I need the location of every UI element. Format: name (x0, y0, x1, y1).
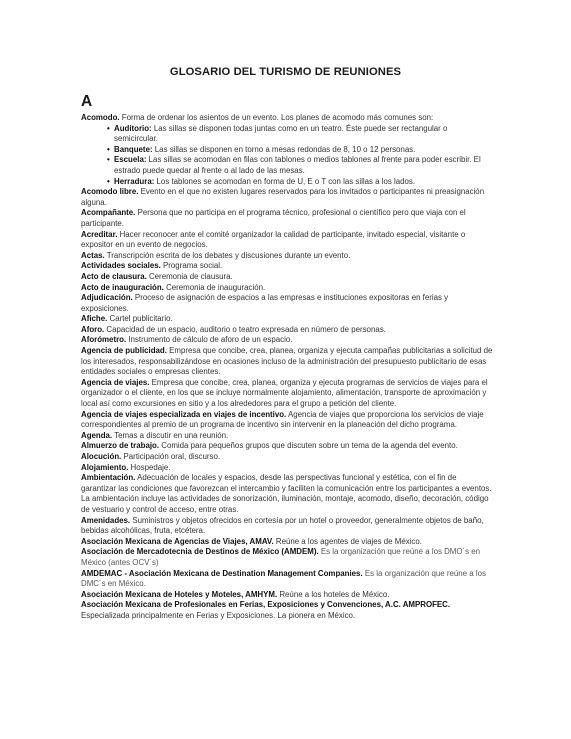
entry-term: AMDEMAC - Asociación Mexicana de Destination Management Companies. (81, 568, 363, 578)
glossary-entry (81, 463, 493, 474)
entry-term: Ambientación. (81, 473, 136, 483)
glossary-entry (81, 208, 493, 229)
glossary-entry (81, 272, 493, 283)
entry-definition: Las sillas se disponen en torno a mesas redondas de 8, 10 o 12 personas. (152, 144, 416, 154)
entry-term: Agencia de viajes especializada en viajes de incentivo. (81, 409, 287, 419)
entry-definition: Ceremonia de clausura. (146, 271, 233, 281)
entry-definition: Participación oral, discurso. (121, 452, 221, 461)
glossary-entry (81, 230, 493, 251)
glossary-entry (81, 346, 493, 378)
entry-definition: Las sillas se acomodan en filas con tablones o medios tablones al frente para poder escribir. El estrado puede quedar al frente o al lado de las mesas. (114, 155, 481, 175)
glossary-entry (81, 516, 493, 537)
entry-definition: Evento en el que no existen lugares reservados para los invitados o participantes ni preasignación alguna. (81, 187, 485, 207)
entry-term: Banquete: (114, 144, 153, 154)
entry-definition: Transcripción escrita de los debates y discusiones durante un evento. (104, 250, 351, 260)
glossary-entry (81, 283, 493, 294)
entry-term: Auditorio: (114, 123, 152, 133)
glossary-entry (81, 251, 493, 262)
list-item (107, 155, 493, 176)
entry-term: Asociación de Mercadotecnia de Destinos de México (AMDEM). (81, 547, 319, 557)
entry-definition: Instrumento de cálculo de aforo de un espacio. (126, 335, 293, 345)
entry-definition: Es la organización que reúne a los DMO´s en México (antes OCV´s) (81, 547, 481, 567)
entry-definition: Temas a discutir en una reunión. (112, 430, 229, 440)
entry-term: Alocución. (81, 452, 122, 461)
glossary-entry (81, 590, 493, 601)
glossary-entry-acomodo (81, 113, 493, 124)
entry-definition: Proceso de asignación de espacios a las empresas e instituciones expositoras en ferias y exposiciones. (81, 293, 449, 313)
entry-term: Agenda. (81, 430, 113, 440)
entry-definition: Ceremonia de inauguración. (163, 282, 266, 292)
entry-term: Acomodo. (81, 113, 120, 122)
glossary-entry (81, 441, 493, 452)
entry-term: Actas. (81, 250, 105, 260)
list-item (107, 144, 493, 156)
entry-term: Asociación Mexicana de Hoteles y Moteles, AMHYM. (81, 589, 278, 599)
glossary-entry (81, 452, 493, 463)
glossary-entry (81, 473, 493, 515)
document-title: GLOSARIO DEL TURISMO DE REUNIONES (169, 66, 402, 78)
entry-term: Acto de clausura. (81, 271, 147, 281)
glossary-entry (81, 335, 493, 346)
entry-definition: Capacidad de un espacio, auditorio o teatro expresada en número de personas. (104, 324, 386, 334)
glossary-entry (81, 547, 493, 568)
entry-term: Aforo. (81, 324, 105, 334)
glossary-entry (81, 410, 493, 431)
entry-definition: Programa social. (160, 261, 223, 271)
entry-term: Acreditar. (81, 229, 118, 239)
entry-definition: Agencia de viajes que proporciona los servicios de viaje correspondientes al premio de un programa de incentivo sin intervenir en la planeación del dicho programa. (81, 409, 484, 430)
entry-definition: Empresa que concibe, crea, planea, organiza y ejecuta programas de servicios de viajes para el organizador o el cliente, en los que se incluye normalmente alojamiento, alimentación, transporte de aproximación y local así como excursiones en sitio y a los alrededores para el grupo a petición del cliente. (81, 377, 488, 409)
entry-term: Actividades sociales. (81, 261, 161, 271)
glossary-entry (81, 314, 493, 325)
entry-term: Herradura: (114, 176, 155, 186)
entry-term: Aforómetro. (81, 335, 127, 345)
entry-definition: Reúne a los hoteles de México. (277, 589, 390, 599)
entry-definition: Es la organización que reúne a los DMC´s en México. (81, 568, 486, 589)
entry-definition: Forma de ordenar los asientos de un evento. Los planes de acomodo más comunes son: (119, 113, 434, 122)
entry-term: Adjudicación. (81, 293, 133, 303)
entry-term: Asociación Mexicana de Agencias de Viajes, AMAV. (81, 536, 274, 546)
entry-term: Agencia de publicidad. (81, 346, 167, 356)
section-letter: A (81, 93, 93, 110)
list-item (107, 176, 493, 188)
entry-term: Asociación Mexicana de Profesionales en Ferias, Exposiciones y Convenciones, A.C. AMPROFEC. (81, 600, 451, 610)
entry-term: Amenidades. (81, 515, 131, 525)
entry-list (81, 187, 493, 621)
entry-definition: Hacer reconocer ante el comité organizador la calidad de participante, invitado especial, visitante o expositor en un evento de negocios. (81, 229, 466, 250)
entry-definition: Cartel publicitario. (107, 314, 173, 324)
bullet-icon: • (107, 176, 110, 186)
glossary-entry (81, 569, 493, 590)
list-item (107, 123, 493, 145)
glossary-entry (81, 378, 493, 410)
entry-definition: Las sillas se disponen todas juntas como en un teatro. Éste puede ser rectangular o semicircular. (114, 123, 448, 144)
glossary-entry (81, 293, 493, 314)
entry-definition: Suministros y objetos ofrecidos en cortesía por un hotel o proveedor, generalmente objetos de baño, bebidas alcohólicas, fruta, etcétera. (81, 515, 484, 536)
entry-term: Alojamiento. (81, 462, 129, 472)
entry-term: Almuerzo de trabajo. (81, 441, 160, 451)
bullet-icon: • (107, 155, 110, 165)
entry-definition: Los tablones se acomodan en forma de U, E o T con las sillas a los lados. (154, 176, 416, 186)
seating-types-list (81, 124, 493, 188)
entry-term: Afiche. (81, 314, 108, 324)
glossary-entries (81, 113, 493, 622)
entry-definition: Reúne a los agentes de viajes de México. (273, 536, 422, 546)
entry-definition: Persona que no participa en el programa técnico, profesional o científico pero que viaja con el participante. (81, 208, 466, 228)
bullet-icon: • (107, 123, 110, 133)
entry-term: Acompañante. (81, 208, 136, 218)
entry-definition: Comida para pequeños grupos que discuten sobre un tema de la agenda del evento. (159, 441, 458, 451)
glossary-entry (81, 325, 493, 336)
entry-term: Acomodo libre. (81, 187, 139, 197)
glossary-entry (81, 600, 493, 621)
entry-definition: Empresa que concibe, crea, planea, organiza y ejecuta campañas publicitarias a solicitud de los interesados, responsabilizándose en ocasiones incluso de la administración del presupuesto publicitario de esas entidades sociales o empresas clientes. (81, 346, 493, 377)
glossary-entry (81, 537, 493, 548)
entry-definition: Adecuación de locales y espacios, desde las perspectivas funcional y estética, con el fin de garantizar las condiciones que favorezcan el intercambio y faciliten la comunicación entre los participantes a eventos. La ambientación incluye las actividades de sonorización, iluminación, montaje, acomodo, diseño, decoración, código de vestuario y control de acceso, entre otras. (81, 473, 492, 514)
entry-definition: Especializada principalmente en Ferias y Exposiciones. La pionera en México. (81, 610, 356, 620)
entry-term: Agencia de viajes. (81, 377, 150, 387)
entry-term: Acto de inauguración. (81, 282, 164, 292)
entry-term: Escuela: (114, 155, 147, 165)
bullet-icon: • (107, 144, 110, 154)
glossary-entry (81, 261, 493, 272)
glossary-entry (81, 431, 493, 442)
entry-definition: Hospedaje. (128, 462, 171, 472)
glossary-entry (81, 187, 493, 208)
